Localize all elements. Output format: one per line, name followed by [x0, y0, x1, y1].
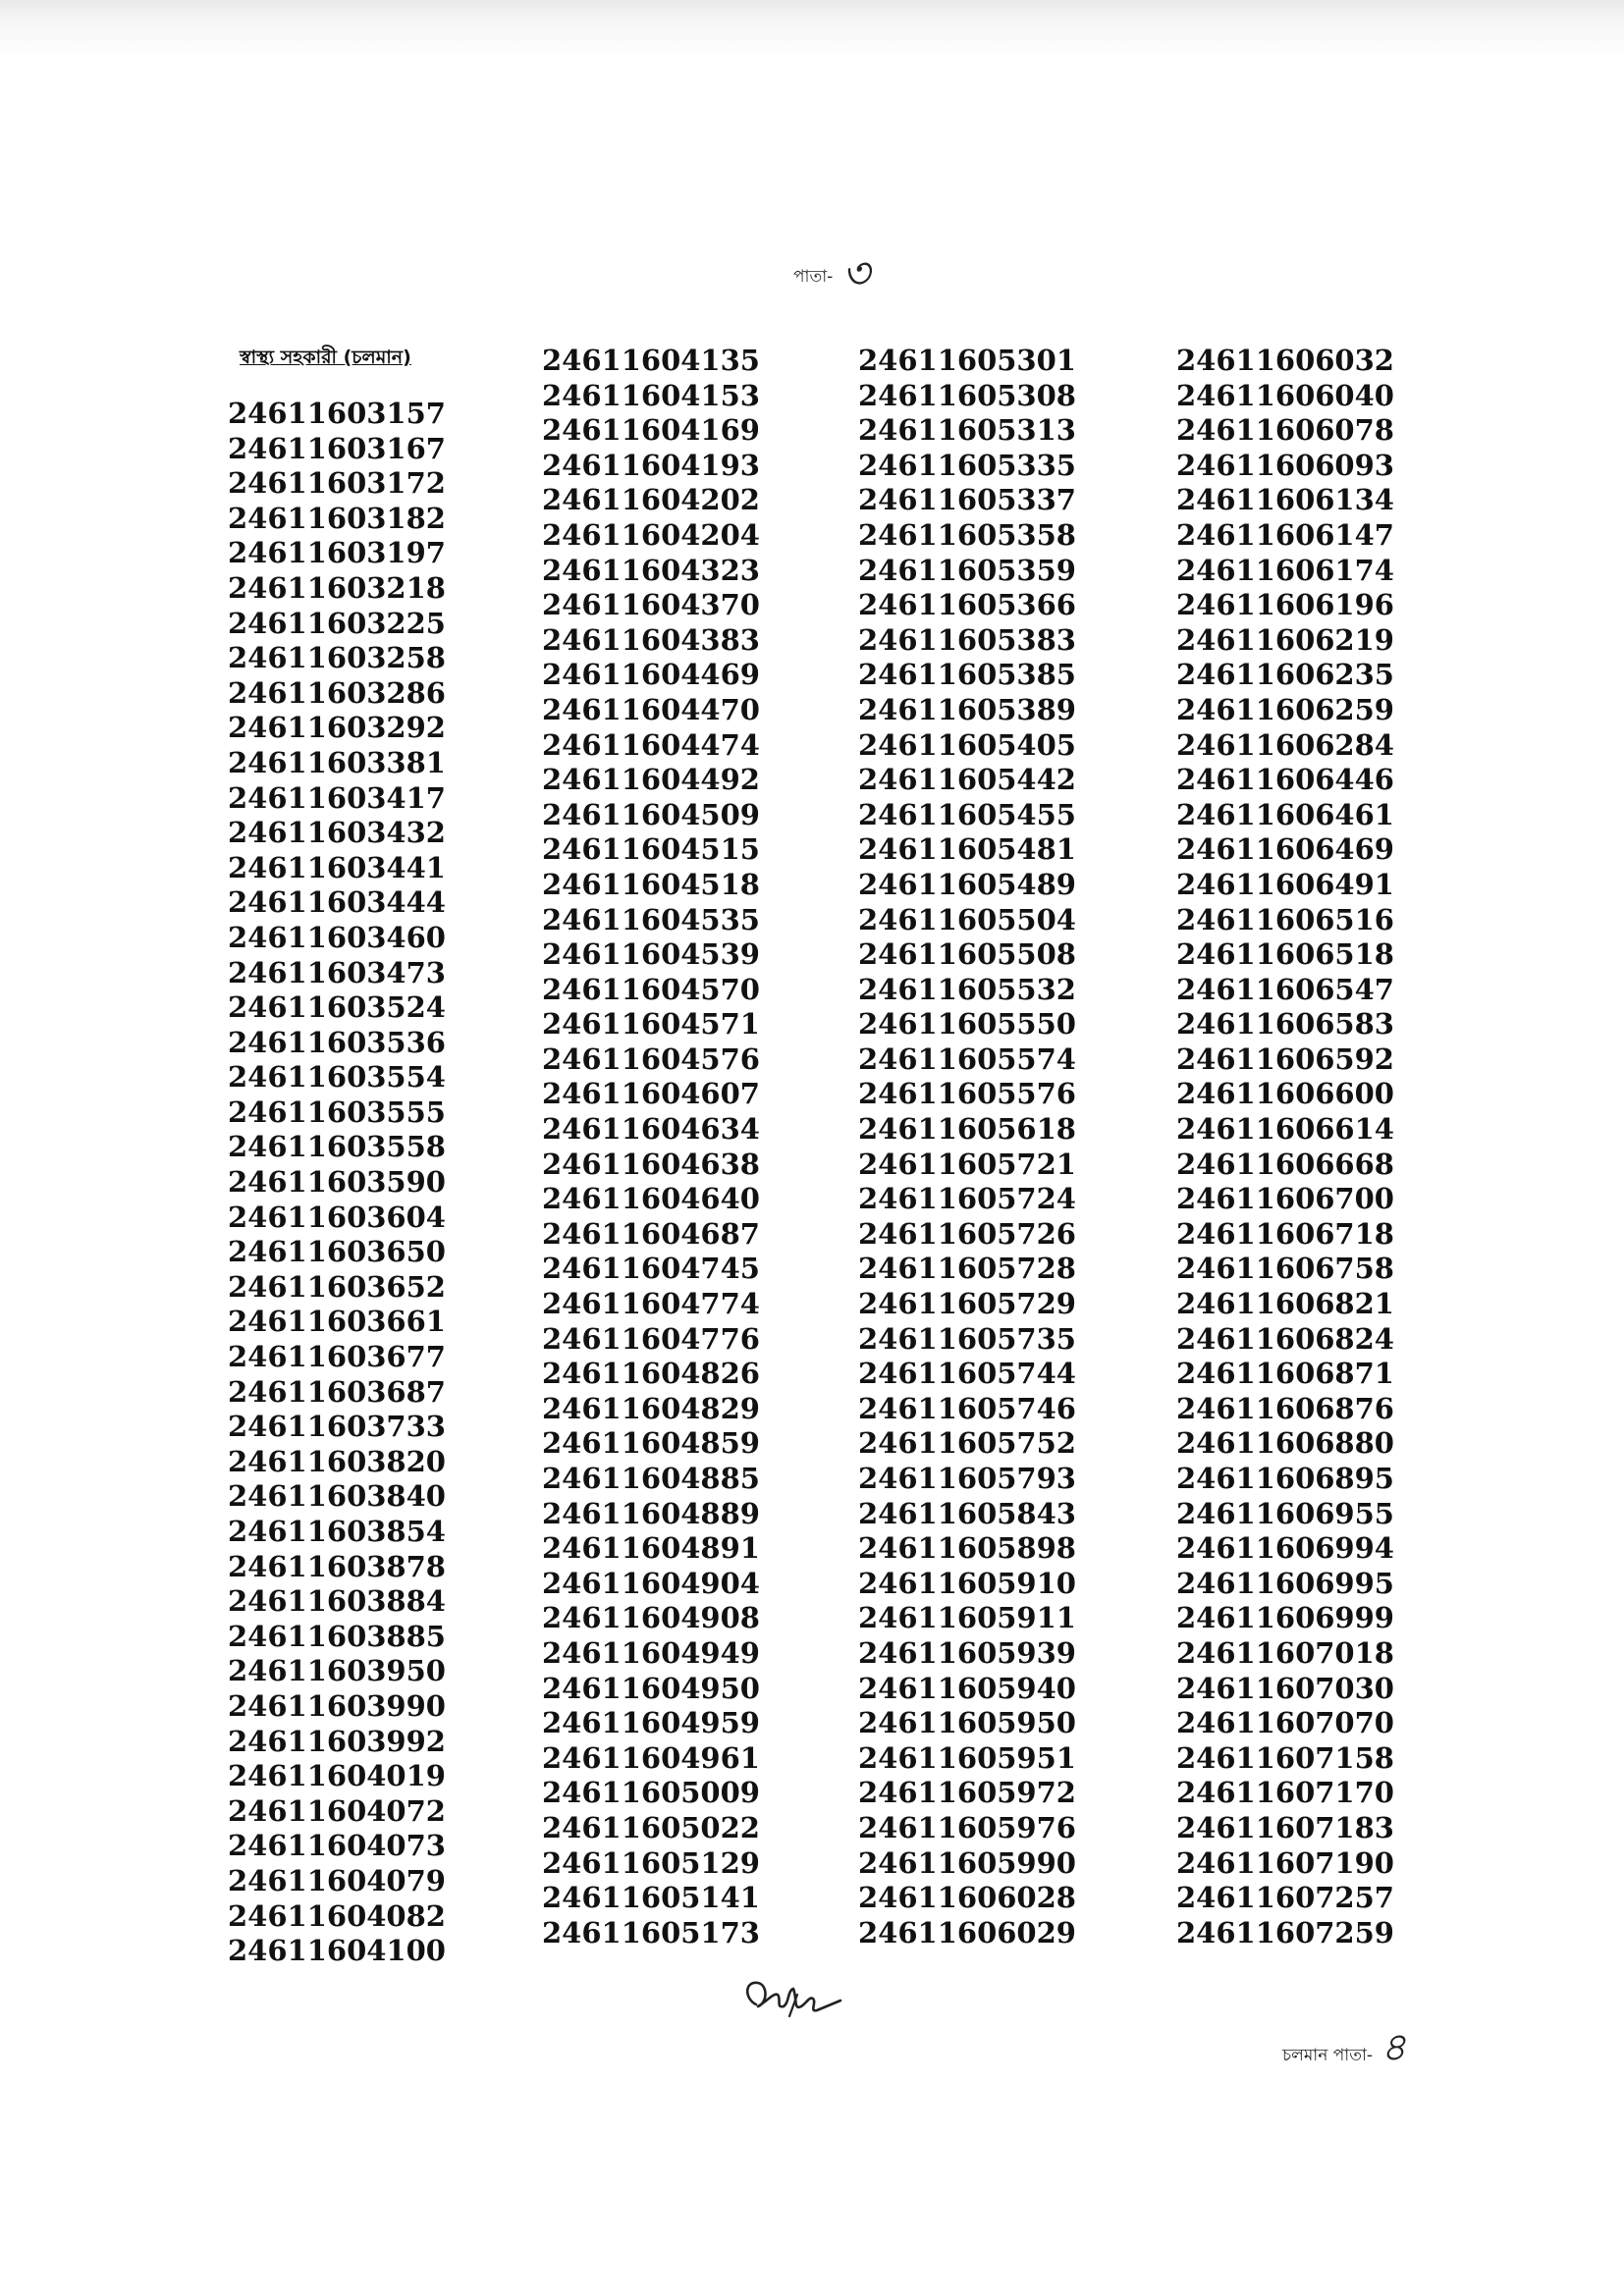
roll-number: 24611603884: [228, 1584, 446, 1619]
roll-number: 24611606446: [1176, 763, 1394, 797]
roll-number: 24611604082: [228, 1898, 446, 1933]
roll-number: 24611603286: [228, 675, 446, 710]
roll-column-2: [542, 344, 760, 1950]
roll-number: 24611603992: [228, 1724, 446, 1758]
roll-number: 24611605990: [858, 1845, 1076, 1880]
roll-number: 24611606668: [1176, 1147, 1394, 1181]
roll-number: 24611604774: [542, 1287, 760, 1321]
roll-number: 24611604383: [542, 622, 760, 657]
roll-number: 24611604153: [542, 378, 760, 412]
roll-number: 24611606718: [1176, 1216, 1394, 1251]
roll-number: 24611603197: [228, 536, 446, 570]
roll-number: 24611603182: [228, 501, 446, 535]
roll-number: 24611606758: [1176, 1252, 1394, 1286]
roll-number: 24611605504: [858, 902, 1076, 936]
roll-number: 24611605721: [858, 1147, 1076, 1181]
roll-number: 24611606259: [1176, 692, 1394, 726]
roll-number: 24611604570: [542, 972, 760, 1006]
roll-number: 24611605481: [858, 832, 1076, 867]
roll-number: 24611605898: [858, 1531, 1076, 1566]
roll-number: 24611606871: [1176, 1357, 1394, 1391]
roll-number: 24611603167: [228, 431, 446, 465]
roll-number: 24611606824: [1176, 1321, 1394, 1356]
roll-number: 24611606028: [858, 1881, 1076, 1915]
roll-number: 24611605726: [858, 1216, 1076, 1251]
scan-shadow-edge: [0, 0, 1624, 59]
roll-number: 24611605359: [858, 553, 1076, 587]
roll-number: 24611604193: [542, 448, 760, 482]
roll-number: 24611603381: [228, 745, 446, 779]
roll-number: 24611605939: [858, 1635, 1076, 1670]
roll-number: 24611604634: [542, 1112, 760, 1147]
roll-number: 24611604169: [542, 413, 760, 448]
roll-number: 24611606592: [1176, 1041, 1394, 1076]
roll-number: 24611603172: [228, 466, 446, 501]
roll-number: 24611605405: [858, 727, 1076, 762]
roll-number: 24611606547: [1176, 972, 1394, 1006]
roll-number: 24611604576: [542, 1041, 760, 1076]
roll-number: 24611603157: [228, 397, 446, 430]
roll-number: 24611605951: [858, 1740, 1076, 1775]
roll-number: 24611606235: [1176, 658, 1394, 692]
roll-number: 24611604959: [542, 1706, 760, 1740]
roll-number: 24611603555: [228, 1095, 446, 1129]
roll-number: 24611605301: [858, 344, 1076, 377]
roll-number: 24611604073: [228, 1829, 446, 1863]
roll-column-4: [1176, 344, 1394, 1950]
roll-number: 24611604776: [542, 1321, 760, 1356]
roll-number: 24611606700: [1176, 1182, 1394, 1216]
roll-number: 24611607030: [1176, 1671, 1394, 1705]
roll-number: 24611604072: [228, 1793, 446, 1828]
roll-number: 24611605618: [858, 1112, 1076, 1147]
roll-number: 24611605910: [858, 1566, 1076, 1600]
roll-number: 24611606491: [1176, 867, 1394, 901]
roll-number: 24611603733: [228, 1410, 446, 1444]
roll-number: 24611606821: [1176, 1287, 1394, 1321]
roll-number: 24611604135: [542, 344, 760, 377]
roll-number: 24611605735: [858, 1321, 1076, 1356]
roll-number: 24611603650: [228, 1235, 446, 1269]
roll-number: 24611603554: [228, 1060, 446, 1095]
roll-number: 24611606600: [1176, 1077, 1394, 1111]
roll-number: 24611607257: [1176, 1881, 1394, 1915]
roll-number: 24611605442: [858, 763, 1076, 797]
roll-number: 24611604323: [542, 553, 760, 587]
roll-number: 24611605728: [858, 1252, 1076, 1286]
roll-number: 24611606284: [1176, 727, 1394, 762]
roll-column-3: [858, 344, 1076, 1950]
roll-number: 24611605550: [858, 1007, 1076, 1041]
roll-number: 24611604019: [228, 1759, 446, 1793]
roll-number: 24611605009: [542, 1776, 760, 1810]
roll-number: 24611604687: [542, 1216, 760, 1251]
roll-number: 24611604826: [542, 1357, 760, 1391]
roll-number: 24611603417: [228, 780, 446, 815]
roll-number: 24611605337: [858, 483, 1076, 517]
roll-number: 24611603661: [228, 1305, 446, 1339]
roll-number: 24611604079: [228, 1863, 446, 1897]
roll-number: 24611603820: [228, 1444, 446, 1478]
roll-number: 24611604509: [542, 797, 760, 831]
roll-number: 24611603444: [228, 885, 446, 920]
roll-number: 24611606518: [1176, 937, 1394, 972]
roll-number: 24611606955: [1176, 1496, 1394, 1530]
roll-number: 24611603441: [228, 850, 446, 884]
roll-number: 24611605911: [858, 1601, 1076, 1635]
roll-number: 24611605455: [858, 797, 1076, 831]
roll-number: 24611604908: [542, 1601, 760, 1635]
roll-number: 24611604370: [542, 588, 760, 622]
roll-number: 24611605173: [542, 1915, 760, 1949]
roll-column-1: [228, 397, 446, 1969]
continued-page-label: চলমান পাতা-: [1282, 2046, 1374, 2065]
signature-initials: [738, 1973, 846, 2032]
roll-number: 24611604204: [542, 517, 760, 552]
roll-number: 24611606614: [1176, 1112, 1394, 1147]
roll-number: 24611605385: [858, 658, 1076, 692]
roll-number: 24611603990: [228, 1688, 446, 1723]
roll-number: 24611603604: [228, 1200, 446, 1234]
roll-number: 24611604607: [542, 1077, 760, 1111]
roll-number: 24611606196: [1176, 588, 1394, 622]
roll-number: 24611604745: [542, 1252, 760, 1286]
roll-number: 24611606134: [1176, 483, 1394, 517]
roll-number: 24611604889: [542, 1496, 760, 1530]
roll-number: 24611606880: [1176, 1426, 1394, 1461]
roll-number: 24611604492: [542, 763, 760, 797]
roll-number: 24611603950: [228, 1654, 446, 1688]
roll-number: 24611603460: [228, 920, 446, 954]
roll-number: 24611605508: [858, 937, 1076, 972]
roll-number: 24611606029: [858, 1915, 1076, 1949]
roll-number: 24611605366: [858, 588, 1076, 622]
roll-number: 24611604950: [542, 1671, 760, 1705]
roll-number: 24611607259: [1176, 1915, 1394, 1949]
roll-number: 24611604885: [542, 1462, 760, 1495]
roll-number: 24611605313: [858, 413, 1076, 448]
roll-number: 24611605976: [858, 1810, 1076, 1844]
roll-number: 24611606516: [1176, 902, 1394, 936]
roll-number: 24611605724: [858, 1182, 1076, 1216]
roll-number: 24611606032: [1176, 344, 1394, 377]
roll-number: 24611603536: [228, 1025, 446, 1059]
roll-number: 24611605950: [858, 1706, 1076, 1740]
roll-number: 24611604891: [542, 1531, 760, 1566]
roll-number: 24611605383: [858, 622, 1076, 657]
roll-number: 24611605532: [858, 972, 1076, 1006]
roll-number: 24611604202: [542, 483, 760, 517]
roll-number: 24611605022: [542, 1810, 760, 1844]
roll-number: 24611605389: [858, 692, 1076, 726]
roll-number: 24611603652: [228, 1269, 446, 1304]
roll-number: 24611603432: [228, 816, 446, 850]
roll-number: 24611604474: [542, 727, 760, 762]
roll-number: 24611603218: [228, 570, 446, 605]
roll-number: 24611603590: [228, 1165, 446, 1200]
roll-number: 24611605129: [542, 1845, 760, 1880]
roll-number: 24611606995: [1176, 1566, 1394, 1600]
roll-number: 24611605574: [858, 1041, 1076, 1076]
roll-number: 24611604904: [542, 1566, 760, 1600]
roll-number: 24611603677: [228, 1340, 446, 1374]
roll-number: 24611604949: [542, 1635, 760, 1670]
roll-number: 24611604859: [542, 1426, 760, 1461]
roll-number: 24611606461: [1176, 797, 1394, 831]
roll-number: 24611603292: [228, 711, 446, 745]
page-header: [793, 241, 874, 313]
roll-number: 24611603258: [228, 641, 446, 675]
roll-number: 24611604640: [542, 1182, 760, 1216]
roll-number: 24611605358: [858, 517, 1076, 552]
roll-number: 24611607170: [1176, 1776, 1394, 1810]
roll-number: 24611605793: [858, 1462, 1076, 1495]
roll-number: 24611607190: [1176, 1845, 1394, 1880]
roll-number: 24611605972: [858, 1776, 1076, 1810]
roll-number: 24611603878: [228, 1549, 446, 1583]
roll-number: 24611604539: [542, 937, 760, 972]
roll-number: 24611606040: [1176, 378, 1394, 412]
column-heading: স্বাস্থ্য সহকারী (চলমান): [240, 347, 411, 368]
roll-number: 24611603885: [228, 1619, 446, 1653]
roll-number: 24611606147: [1176, 517, 1394, 552]
roll-number: 24611603473: [228, 955, 446, 989]
roll-number: 24611605141: [542, 1881, 760, 1915]
roll-number: 24611605729: [858, 1287, 1076, 1321]
roll-number: 24611606078: [1176, 413, 1394, 448]
page-number: ৩: [839, 247, 874, 301]
roll-number: 24611603840: [228, 1479, 446, 1514]
roll-number: 24611607018: [1176, 1635, 1394, 1670]
roll-number: 24611604469: [542, 658, 760, 692]
roll-number: 24611606093: [1176, 448, 1394, 482]
roll-number: 24611604961: [542, 1740, 760, 1775]
roll-number: 24611605576: [858, 1077, 1076, 1111]
roll-number: 24611605308: [858, 378, 1076, 412]
roll-number: 24611604515: [542, 832, 760, 867]
roll-number: 24611606994: [1176, 1531, 1394, 1566]
roll-number: 24611604470: [542, 692, 760, 726]
roll-number: 24611605489: [858, 867, 1076, 901]
roll-number: 24611605752: [858, 1426, 1076, 1461]
roll-number: 24611605335: [858, 448, 1076, 482]
roll-number: 24611606469: [1176, 832, 1394, 867]
roll-number: 24611604100: [228, 1934, 446, 1968]
page-label: পাতা-: [793, 266, 834, 287]
roll-number: 24611606999: [1176, 1601, 1394, 1635]
roll-number: 24611607183: [1176, 1810, 1394, 1844]
roll-number: 24611603558: [228, 1130, 446, 1164]
roll-number: 24611603854: [228, 1515, 446, 1548]
roll-number: 24611604571: [542, 1007, 760, 1041]
roll-number: 24611606895: [1176, 1462, 1394, 1495]
roll-number: 24611605744: [858, 1357, 1076, 1391]
roll-number: 24611603687: [228, 1374, 446, 1409]
roll-number: 24611606583: [1176, 1007, 1394, 1041]
roll-number: 24611603524: [228, 990, 446, 1025]
roll-number: 24611604829: [542, 1391, 760, 1425]
roll-number: 24611603225: [228, 606, 446, 640]
roll-number: 24611606219: [1176, 622, 1394, 657]
roll-number: 24611606876: [1176, 1391, 1394, 1425]
roll-number: 24611605843: [858, 1496, 1076, 1530]
roll-number: 24611607158: [1176, 1740, 1394, 1775]
roll-number: 24611604535: [542, 902, 760, 936]
roll-number: 24611605746: [858, 1391, 1076, 1425]
roll-number: 24611606174: [1176, 553, 1394, 587]
roll-number: 24611605940: [858, 1671, 1076, 1705]
footer-continuation: [1282, 2016, 1406, 2082]
roll-number: 24611607070: [1176, 1706, 1394, 1740]
roll-number: 24611604638: [542, 1147, 760, 1181]
roll-number: 24611604518: [542, 867, 760, 901]
next-page-number: ৪: [1380, 2025, 1407, 2070]
